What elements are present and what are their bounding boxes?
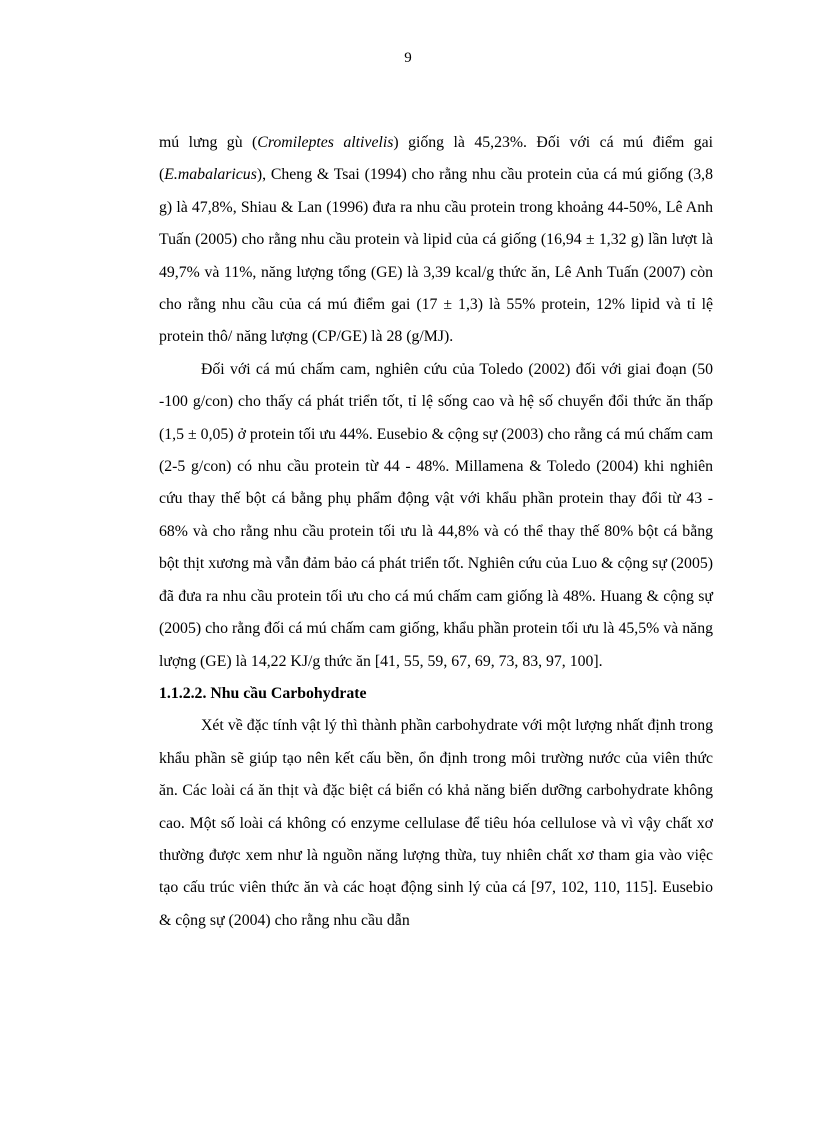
text-run: mú lưng gù ( — [159, 134, 258, 151]
text-run: ) giống là 45,23%. Đối với cá mú điểm gai ( — [159, 134, 713, 184]
paragraph-carbohydrate: Xét về đặc tính vật lý thì thành phần carbohydrate với một lượng nhất định trong khẩu phần sẽ giúp tạo nên kết cấu bền, ổn định trong môi trường nước của viên thức ăn. Các loài cá ăn thịt và đặc biệt cá biển có khả năng biến dưỡng carbohydrate không cao. Một số loài cá không có enzyme cellulase để tiêu hóa cellulose và vì vậy chất xơ thường được xem như là nguồn năng lượng thừa, tuy nhiên chất xơ tham gia vào việc tạo cấu trúc viên thức ăn và các hoạt động sinh lý của cá [97, 102, 110, 115]. Eusebio & cộng sự (2004) cho rằng nhu cầu dẫn — [159, 717, 713, 929]
species-name-mabalaricus: E.mabalaricus — [164, 166, 257, 184]
species-name-cromileptes: Cromileptes altivelis — [257, 134, 394, 151]
text-run: ), Cheng & Tsai (1994) cho rằng nhu cầu protein của cá mú giống (3,8 g) là 47,8%, Shiau & Lan (1996) đưa ra nhu cầu protein trong khoảng 44-50%, Lê Anh Tuấn (2005) cho rằng nhu cầu protein và lipid của cá giống (16,94 ± 1,32 g) lần lượt là 49,7% và 11%, năng lượng tổng (GE) là 3,39 kcal/g thức ăn, Lê Anh Tuấn (2007) còn cho rằng nhu cầu của cá mú điểm gai (17 ± 1,3) là 55% protein, 12% lipid và tỉ lệ protein thô/ năng lượng (CP/GE) là 28 (g/MJ). — [159, 166, 713, 346]
document-body — [159, 127, 713, 937]
paragraph-orange-spotted-grouper: Đối với cá mú chấm cam, nghiên cứu của Toledo (2002) đối với giai đoạn (50 -100 g/con) cho thấy cá phát triển tốt, tỉ lệ sống cao và hệ số chuyển đổi thức ăn thấp (1,5 ± 0,05) ở protein tối ưu 44%. Eusebio & cộng sự (2003) cho rằng cá mú chấm cam (2-5 g/con) có nhu cầu protein từ 44 - 48%. Millamena & Toledo (2004) khi nghiên cứu thay thế bột cá bằng phụ phẩm động vật với khẩu phần protein thay đổi từ 43 - 68% và cho rằng nhu cầu protein tối ưu là 44,8% và có thể thay thế 80% bột cá bằng bột thịt xương mà vẫn đảm bảo cá phát triển tốt. Nghiên cứu của Luo & cộng sự (2005) đã đưa ra nhu cầu protein tối ưu cho cá mú chấm cam giống là 48%. Huang & cộng sự (2005) cho rằng đối cá mú chấm cam giống, khẩu phần protein tối ưu là 45,5% và năng lượng (GE) là 14,22 KJ/g thức ăn [41, 55, 59, 67, 69, 73, 83, 97, 100]. — [159, 360, 713, 670]
section-heading: 1.1.2.2. Nhu cầu Carbohydrate — [159, 684, 367, 702]
page-number: 9 — [404, 50, 412, 66]
paragraph-protein-needs-continued — [159, 127, 713, 354]
